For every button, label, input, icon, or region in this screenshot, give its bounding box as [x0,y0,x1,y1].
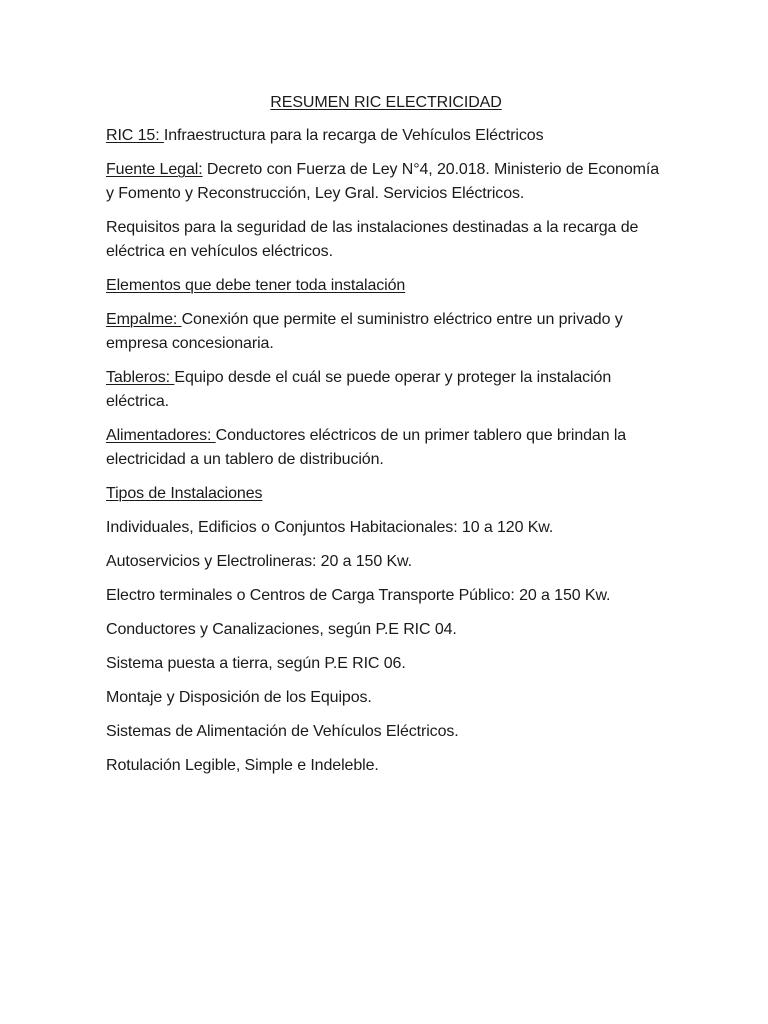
elementos-heading-text: Elementos que debe tener toda instalación [106,277,406,294]
elementos-heading [106,274,666,298]
document-title-text: RESUMEN RIC ELECTRICIDAD [270,94,502,111]
fuente-text: Decreto con Fuerza de Ley N°4, 20.018. Ministerio de Economía y Fomento y Reconstrucción, Ley Gral. Servicios Eléctricos. [106,161,660,202]
fuente-label: Fuente Legal: [106,161,203,178]
list-item: Autoservicios y Electrolineras: 20 a 150 Kw. [106,553,412,570]
list-item: Conductores y Canalizaciones, según P.E RIC 04. [106,621,457,638]
ric-text: Infraestructura para la recarga de Vehículos Eléctricos [163,127,544,144]
list-item: Rotulación Legible, Simple e Indeleble. [106,757,379,774]
list-item: Sistema puesta a tierra, según P.E RIC 06. [106,655,406,672]
document-title [106,92,666,114]
alimentadores-paragraph [106,424,666,472]
alimentadores-text: Conductores eléctricos de un primer tablero que brindan la electricidad a un tablero de distribución. [106,427,627,468]
alimentadores-label: Alimentadores: [106,427,216,444]
tableros-label: Tableros: [106,369,175,386]
ric-label: RIC 15: [106,127,164,144]
tableros-text: Equipo desde el cuál se puede operar y proteger la instalación eléctrica. [106,369,612,410]
list-item: Individuales, Edificios o Conjuntos Habitacionales: 10 a 120 Kw. [106,519,554,536]
tableros-paragraph [106,366,666,414]
requisitos-paragraph: Requisitos para la seguridad de las instalaciones destinadas a la recarga de eléctrica en vehículos eléctricos. [106,219,639,260]
list-item: Montaje y Disposición de los Equipos. [106,689,372,706]
list-item: Electro terminales o Centros de Carga Transporte Público: 20 a 150 Kw. [106,587,611,604]
empalme-paragraph [106,308,666,356]
fuente-paragraph [106,158,666,206]
list-item: Sistemas de Alimentación de Vehículos Eléctricos. [106,723,459,740]
ric-paragraph [106,124,666,148]
empalme-label: Empalme: [106,311,182,328]
tipos-list [106,516,666,778]
tipos-heading-text: Tipos de Instalaciones [106,485,263,502]
empalme-text: Conexión que permite el suministro eléctrico entre un privado y empresa concesionaria. [106,311,623,352]
tipos-heading [106,482,666,506]
document-body [106,92,666,788]
